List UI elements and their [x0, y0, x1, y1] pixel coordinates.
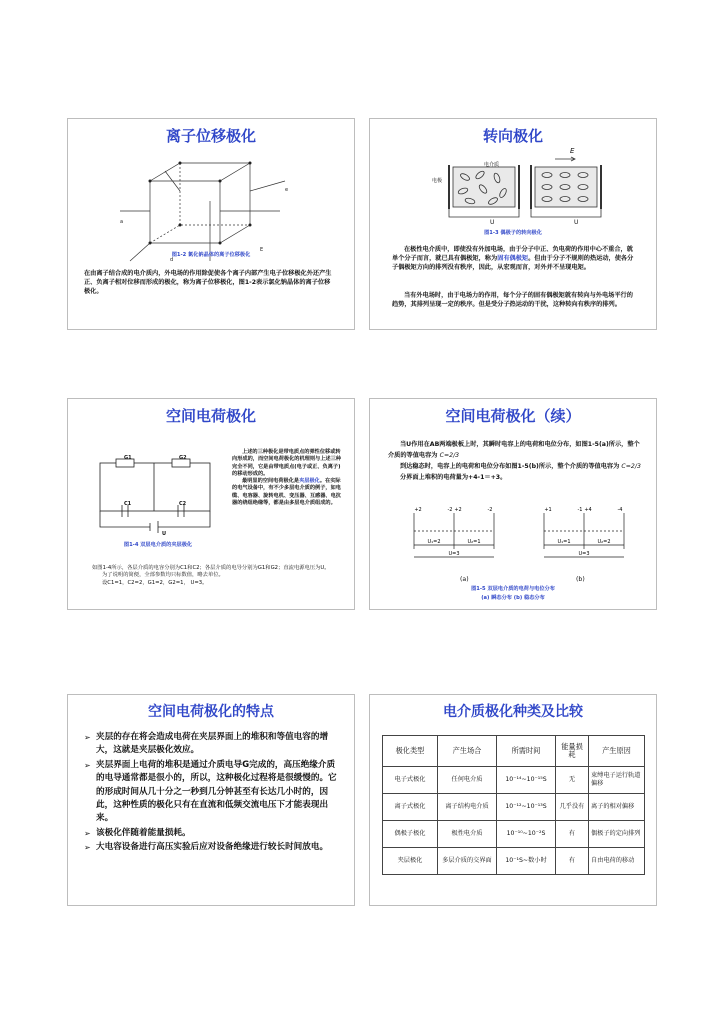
table-cell: 偶极子极化	[383, 821, 438, 848]
table-row	[383, 767, 645, 794]
list-item-text: 夹层界面上电荷的堆积是通过介质电导G完成的，高压绝缘介质的电导通常都是很小的，所以，这种极化过程将是很缓慢的。它的形成时间从几十分之一秒到几分钟甚至有长达几小时的，因此，这种性质的极化只有在直流和低频交流电压下才能表现出来。	[96, 759, 337, 824]
figure-caption: 图1-4 双层电介质的夹层极化	[123, 542, 193, 548]
feature-list	[84, 731, 342, 856]
label-medium: 电介质	[484, 162, 500, 168]
svg-text:a: a	[120, 219, 124, 225]
body-paragraph-1	[392, 245, 638, 272]
label-u: U	[162, 531, 167, 537]
table-cell: 束缚电子运行轨道偏移	[589, 767, 645, 794]
table-cell: 10⁻¹⁴~10⁻¹⁵S	[497, 767, 556, 794]
label-g2: G2	[179, 455, 187, 461]
slide-space-charge-features	[67, 694, 355, 906]
table-cell: 几乎没有	[556, 794, 589, 821]
right-text-2	[232, 478, 344, 507]
slide-space-charge-continued	[369, 398, 657, 610]
charge-label: +2	[414, 507, 422, 513]
column-header: 极化类型	[383, 736, 438, 767]
table-cell: 离子的相对偏移	[589, 794, 645, 821]
bottom-text-block	[88, 565, 338, 587]
slide-title: 空间电荷极化	[165, 407, 256, 425]
text-line-1	[388, 439, 642, 461]
highlight-term: 固有偶极矩	[497, 255, 529, 262]
slide-title: 空间电荷极化的特点	[148, 704, 274, 720]
label-voltage-2: U	[574, 219, 579, 226]
list-item-text: 夹层的存在将会造成电荷在夹层界面上的堆积和等值电容的增大，这就是夹层极化效应。	[96, 732, 329, 756]
list-item-text: 该极化伴随着能量损耗。	[96, 827, 191, 838]
bottom-line-1: 如图1-4所示，各层介质的电容分别为C1和C2；各层介质的电导分别为G1和G2；直流电源电压为U。	[92, 565, 330, 571]
figure-caption: 图1-2 氯化钠晶体的离子位移极化	[171, 252, 251, 258]
voltage-label: U₂=1	[467, 539, 481, 545]
label-field-e: E	[570, 147, 575, 155]
column-header: 产生场合	[438, 736, 497, 767]
table-cell: 离子式极化	[383, 794, 438, 821]
table-cell: 自由电荷的移动	[589, 848, 645, 875]
right-text-2-end: 。在实际的电气设备中，有不少多层电介质的例子，如电缆、电容器、旋转电机、变压器、互感器、电抗器的绕组绝缘等，都是由多层电介质组成的。	[232, 478, 341, 507]
charge-label: +2	[454, 507, 462, 513]
charge-label: -4	[617, 507, 623, 513]
table-cell: 10⁻¹⁰~10⁻²S	[497, 821, 556, 848]
label-g1: G1	[124, 455, 132, 461]
voltage-label: U=3	[448, 551, 460, 557]
table-row	[383, 848, 645, 875]
svg-text:e: e	[285, 187, 289, 193]
bottom-line-3: 设C1=1，C2=2，G1=2，G2=1， U=3。	[102, 579, 208, 586]
text-block	[388, 439, 642, 483]
column-header: 所需时间	[497, 736, 556, 767]
slide-title: 空间电荷极化（续）	[445, 407, 581, 425]
bottom-line-2: 为了说明的简便，全部参数均只标数值，略去单位。	[102, 572, 224, 579]
para1-end: 。但由于分子不规则的热运动，使各分子偶极矩方向的排列没有秩序，因此，从宏观而言，对外并不呈现电矩。	[392, 255, 634, 271]
table-cell: 无	[556, 767, 589, 794]
slide-orientation-polarization	[369, 118, 657, 330]
figure-caption: 图1-5 双层电介质的电荷与电位分布	[471, 586, 555, 592]
table-cell: 夹层极化	[383, 848, 438, 875]
right-text-block	[232, 449, 344, 507]
label-b: (b)	[576, 576, 585, 583]
slide-space-charge	[67, 398, 355, 610]
table-cell: 多层介质的交界面	[438, 848, 497, 875]
voltage-label: U=3	[578, 551, 590, 557]
table-cell: 有	[556, 848, 589, 875]
label-voltage-1: U	[490, 219, 495, 226]
table-cell: 离子结构电介质	[438, 794, 497, 821]
table-header-row	[383, 736, 645, 767]
label-a: (a)	[460, 576, 469, 583]
list-item	[84, 841, 342, 854]
charge-label: +1	[544, 507, 552, 513]
column-header: 能量损耗	[556, 736, 589, 767]
table-cell: 偶极子的定向排列	[589, 821, 645, 848]
slide-polarization-comparison	[369, 694, 657, 906]
text-line-2-content: 到达稳态时，电容上的电荷和电位分布如图1-5(b)所示，整个介质的等值电容为	[400, 463, 620, 470]
bullet-arrow-icon: ➢	[84, 760, 91, 770]
label-electrode: 电极	[432, 178, 443, 184]
comparison-table	[382, 735, 645, 875]
slide-title: 离子位移极化	[165, 127, 256, 145]
table-row	[383, 821, 645, 848]
svg-text:d: d	[170, 257, 174, 263]
right-text-1: 上述的三种极化是带电质点的弹性位移或转向形成的，而空间电荷极化的机理则与上述三种完全不同，它是由带电质点(电子或正、负离子)的移动形成的。	[232, 449, 341, 477]
formula-1: C=2/3	[439, 452, 460, 459]
bullet-arrow-icon: ➢	[84, 828, 91, 838]
list-item	[84, 759, 342, 826]
charge-label: -2	[447, 507, 453, 513]
figure-caption: 图1-3 偶极子的转向极化	[484, 230, 542, 236]
body-paragraph-2: 当有外电场时，由于电场力的作用，每个分子的固有偶极矩就有转向与外电场平行的趋势，其排列呈现一定的秩序。但是受分子热运动的干扰，这种转向有秩序的排列。	[392, 292, 633, 308]
bullet-arrow-icon: ➢	[84, 733, 91, 742]
column-header: 产生原因	[589, 736, 645, 767]
voltage-label: U₁=2	[427, 539, 441, 545]
slide-ionic-polarization	[67, 118, 355, 330]
table-row	[383, 794, 645, 821]
text-line-1-content: 当U作用在AB两端极板上时，其瞬时电容上的电荷和电位分布，如图1-5(a)所示，整个介质的等值电容为	[388, 441, 640, 459]
voltage-label: U₁=1	[557, 539, 571, 545]
table-cell: 电子式极化	[383, 767, 438, 794]
bullet-arrow-icon: ➢	[84, 843, 91, 853]
svg-text:E: E	[260, 247, 264, 253]
list-item	[84, 827, 342, 840]
para1-start: 在极性电介质中，即使没有外加电场，由于分子中正、负电荷的作用中心不重合，就单个分子而言，就已具有偶极矩，称为	[392, 246, 633, 262]
table-cell: 极性电介质	[438, 821, 497, 848]
label-c2: C2	[179, 501, 187, 507]
text-line-3: 分界面上堆积的电荷量为+4-1＝+3。	[400, 474, 507, 481]
text-line-2	[388, 461, 642, 472]
formula-2: C=2/3	[621, 463, 641, 470]
charge-label: -2	[487, 507, 493, 513]
list-item-text: 大电容设备进行高压实验后应对设备绝缘进行较长时间放电。	[96, 842, 329, 853]
voltage-label: U₂=2	[597, 539, 611, 545]
table-cell: 10⁻¹²~10⁻¹³S	[497, 794, 556, 821]
table-cell: 任何电介质	[438, 767, 497, 794]
figure-subcaption: (a) 瞬态分布 (b) 稳态分布	[481, 595, 545, 601]
body-text: 在由离子结合成的电介质内，外电场的作用除促使各个离子内部产生电子位移极化外还产生正、负离子相对位移而形成的极化，称为离子位移极化，图1-2表示氯化钠晶体的离子位移极化。	[84, 270, 332, 295]
table-cell: 有	[556, 821, 589, 848]
list-item	[84, 731, 342, 758]
charge-label: +4	[584, 507, 592, 513]
slide-title: 电介质极化种类及比较	[443, 704, 583, 720]
label-c1: C1	[124, 501, 132, 507]
right-text-2-start: 最明显的空间电荷极化是	[242, 478, 300, 485]
charge-label: -1	[577, 507, 583, 513]
slide-title: 转向极化	[482, 127, 543, 145]
two-layer-circuit-diagram	[94, 457, 214, 537]
charge-distribution-figure	[404, 505, 644, 575]
table-cell: 10⁻¹S~数小时	[497, 848, 556, 875]
highlight-term: 夹层极化	[299, 478, 320, 485]
dipole-orientation-diagram	[425, 155, 605, 225]
